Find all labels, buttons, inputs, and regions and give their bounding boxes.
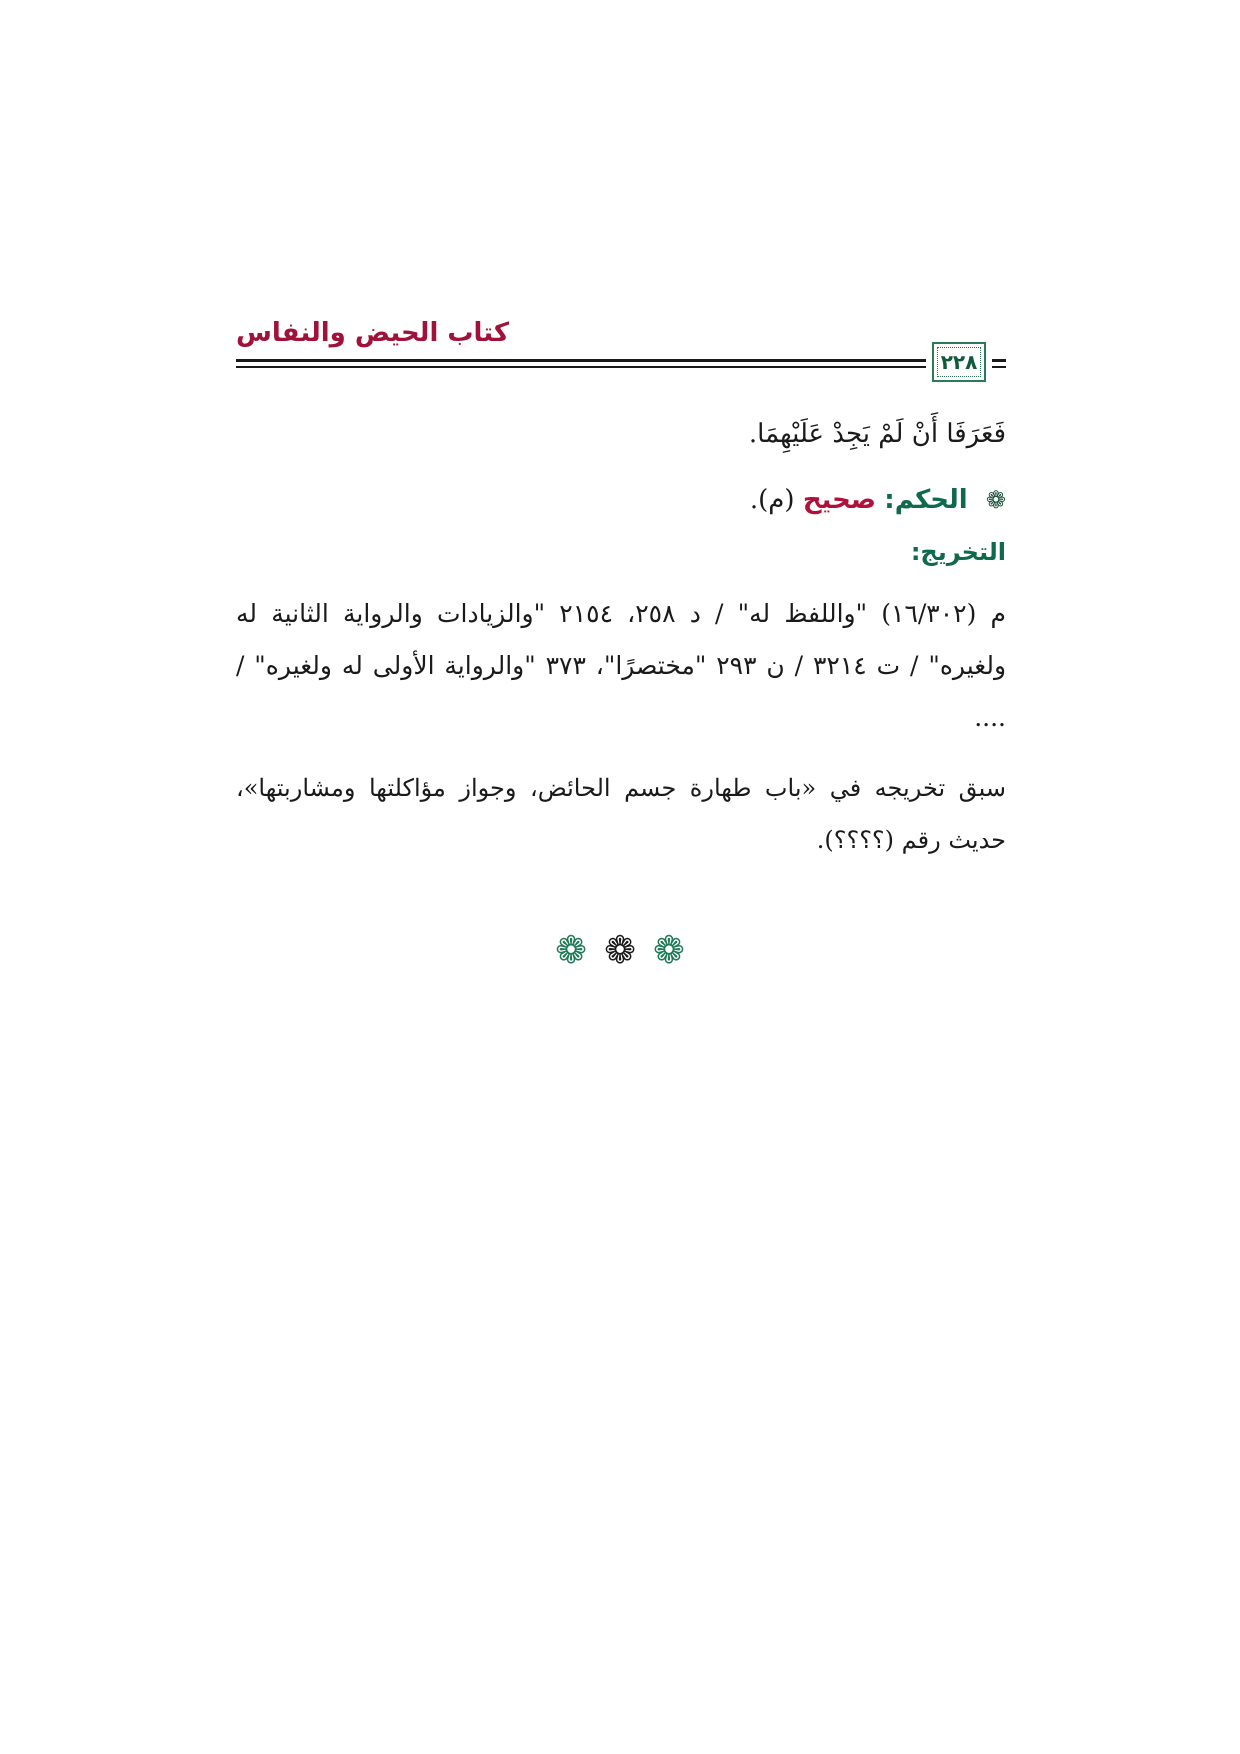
hukm-label: الحكم: (884, 485, 968, 515)
hukm-suffix: (م). (749, 485, 795, 515)
flower-icon: ❁ (653, 928, 685, 972)
takhrij-paragraph: م (١٦/٣٠٢) "واللفظ له" / د ٢٥٨، ٢١٥٤ "والزيادات والرواية الثانية له ولغيره" / ت ٣٢١٤ / ن ٢٩٣ "مختصرًا"، ٣٧٣ "والرواية الأولى له ولغيره" / .... (236, 599, 1007, 732)
page-number: ٢٢٨ (940, 350, 978, 374)
header-rule-bottom (236, 366, 1006, 368)
chapter-title: كتاب الحيض والنفاس (236, 318, 510, 348)
page-number-frame (932, 342, 986, 382)
hukm-line (236, 474, 1006, 526)
verse-line: فَعَرَفَا أَنْ لَمْ يَجِدْ عَلَيْهِمَا. (748, 419, 1006, 449)
takhrij-heading: التخريج: (910, 538, 1006, 566)
sabaq-paragraph: سبق تخريجه في «باب طهارة جسم الحائض، وجواز مؤاكلتها ومشاربتها»، حديث رقم (؟؟؟؟). (236, 774, 1006, 854)
flower-icon: ❁ (604, 928, 636, 972)
header-rule-top (236, 359, 1006, 362)
page-content (236, 400, 1006, 866)
flower-icon: ❁ (555, 928, 587, 972)
flower-icon: ❁ (985, 486, 1006, 514)
hukm-value: صحيح (802, 485, 877, 515)
section-end-ornaments (0, 930, 1240, 970)
